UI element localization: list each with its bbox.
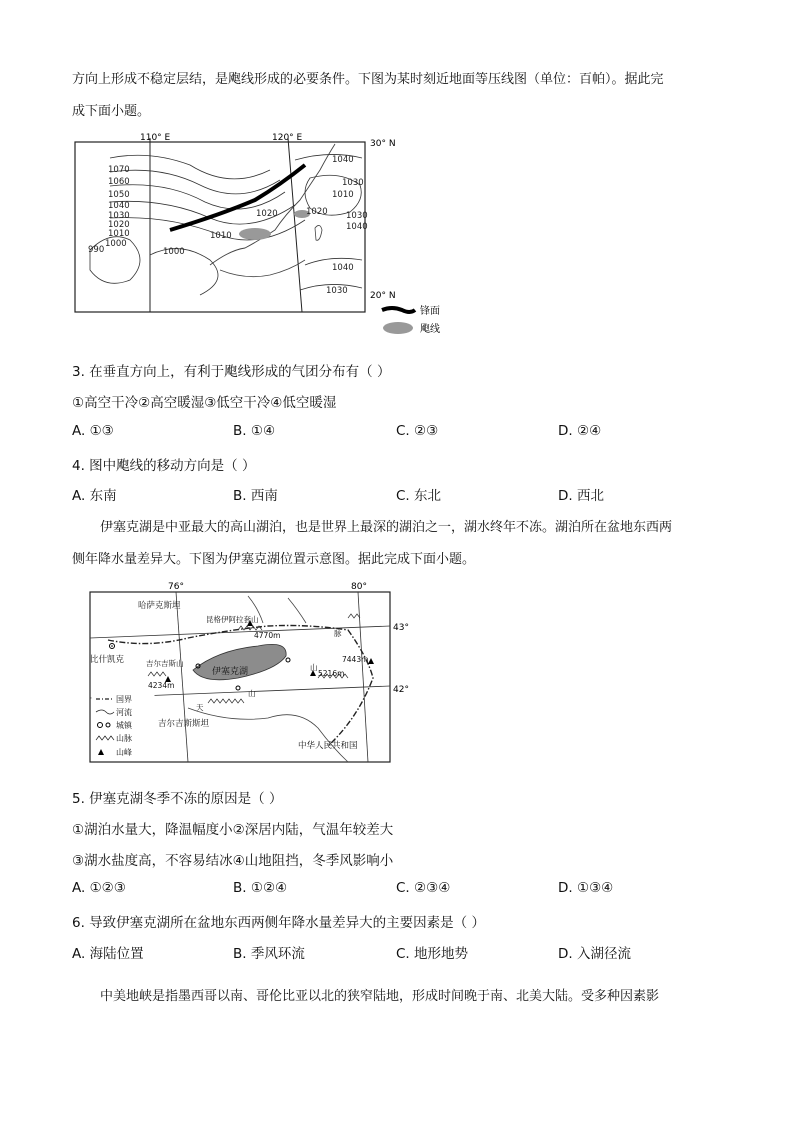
label-tianshan-1: 天 xyxy=(196,703,204,712)
q5-option-c[interactable]: C. ②③④ xyxy=(396,880,451,896)
isobar-label: 1040 xyxy=(332,263,354,273)
q5-items-1: ①湖泊水量大，降温幅度小②深居内陆，气温年较差大 xyxy=(72,822,394,838)
peak-icon xyxy=(368,658,374,664)
intro1-line1: 方向上形成不稳定层结，是飑线形成的必要条件。下图为某时刻近地面等压线图（单位：百帕）。据此完 xyxy=(72,72,664,87)
q3-option-d[interactable]: D. ②④ xyxy=(558,423,602,439)
q4-option-b[interactable]: B. 西南 xyxy=(233,488,278,504)
squall-line-west xyxy=(239,228,271,240)
label-kyrgyz-peak: 4234m xyxy=(148,681,175,690)
lat-label-30: 30° N xyxy=(370,139,396,149)
label-kungei: 昆格伊阿拉套山 xyxy=(206,615,259,624)
isobar-label: 990 xyxy=(88,245,105,255)
lon-label-80: 80° xyxy=(351,582,367,592)
legend-mountain: 山脉 xyxy=(116,734,132,743)
q5-option-a[interactable]: A. ①②③ xyxy=(72,880,126,896)
q5-option-b[interactable]: B. ①②④ xyxy=(233,880,288,896)
q6-option-c[interactable]: C. 地形地势 xyxy=(396,946,469,962)
isobar-label: 1010 xyxy=(108,229,130,239)
isobar-label: 1010 xyxy=(332,190,354,200)
label-peak-5216: 5216m xyxy=(318,669,345,678)
q5-option-d[interactable]: D. ①③④ xyxy=(558,880,614,896)
q3-option-c[interactable]: C. ②③ xyxy=(396,423,439,439)
q3-stem: 3. 在垂直方向上，有利于飑线形成的气团分布有（ ） xyxy=(72,364,391,380)
label-tianshan-3: 山 xyxy=(310,663,318,672)
isobar-label: 1010 xyxy=(210,231,232,241)
q6-stem: 6. 导致伊塞克湖所在盆地东西两侧年降水量差异大的主要因素是（ ） xyxy=(72,915,485,931)
isobar-label: 1020 xyxy=(108,220,130,230)
legend-border: 国界 xyxy=(116,695,132,704)
isobar-label: 1000 xyxy=(163,247,185,257)
lon-label-76: 76° xyxy=(168,582,184,592)
intro3-line1: 中美地峡是指墨西哥以南、哥伦比亚以北的狭窄陆地，形成时间晚于南、北美大陆。受多种因素影 xyxy=(100,989,660,1004)
q3-option-a[interactable]: A. ①③ xyxy=(72,423,114,439)
q5-stem: 5. 伊塞克湖冬季不冻的原因是（ ） xyxy=(72,791,283,807)
isobar-label: 1030 xyxy=(108,211,130,221)
legend-squall-label: 飑线 xyxy=(420,324,440,335)
isobar-label: 1040 xyxy=(332,155,354,165)
label-china: 中华人民共和国 xyxy=(298,741,358,751)
squall-legend-icon xyxy=(383,322,413,334)
q3-option-b[interactable]: B. ①④ xyxy=(233,423,276,439)
lon-label-110: 110° E xyxy=(140,133,171,143)
label-bishkek: 比什凯克 xyxy=(90,655,125,665)
label-tianshan-2: 山 xyxy=(248,689,256,698)
label-tianshan-4: 脉 xyxy=(334,629,342,638)
legend-river: 河流 xyxy=(116,708,132,717)
isobar-label: 1030 xyxy=(346,211,368,221)
isobar-map xyxy=(70,130,450,340)
label-kungei-peak: 4770m xyxy=(254,631,281,640)
isobar-label: 1020 xyxy=(256,209,278,219)
label-kyrgyzstan: 吉尔吉斯斯坦 xyxy=(158,719,210,729)
intro2-line2: 侧年降水量差异大。下图为伊塞克湖位置示意图。据此完成下面小题。 xyxy=(72,552,476,567)
label-kyrgyz-range: 吉尔吉斯山 xyxy=(146,659,184,668)
intro1-line2: 成下面小题。 xyxy=(72,104,151,119)
intro2-line1: 伊塞克湖是中亚最大的高山湖泊，也是世界上最深的湖泊之一，湖水终年不冻。湖泊所在盆地东西两 xyxy=(100,520,673,535)
isobar-label: 1050 xyxy=(108,190,130,200)
legend-front-label: 锋面 xyxy=(420,306,440,317)
isobar-label: 1000 xyxy=(105,239,127,249)
q4-stem: 4. 图中飑线的移动方向是（ ） xyxy=(72,458,256,474)
label-kazakhstan: 哈萨克斯坦 xyxy=(138,601,181,611)
lat-label-20: 20° N xyxy=(370,291,396,301)
label-peak-7443: 7443m xyxy=(342,655,369,664)
q3-items: ①高空干冷②高空暖湿③低空干冷④低空暖湿 xyxy=(72,395,337,411)
issyk-kul-map xyxy=(88,578,418,766)
q4-option-d[interactable]: D. 西北 xyxy=(558,488,604,504)
q5-items-2: ③湖水盐度高，不容易结冰④山地阻挡，冬季风影响小 xyxy=(72,853,394,869)
q6-option-b[interactable]: B. 季风环流 xyxy=(233,946,305,962)
lat-label-42: 42° xyxy=(393,685,409,695)
front-legend-icon xyxy=(382,308,415,312)
q6-option-a[interactable]: A. 海陆位置 xyxy=(72,946,144,962)
isobar-label: 1030 xyxy=(326,286,348,296)
isobar-label: 1030 xyxy=(342,178,364,188)
isobar-label: 1040 xyxy=(108,201,130,211)
isobar-label: 1070 xyxy=(108,165,130,175)
lat-label-43: 43° xyxy=(393,623,409,633)
q6-option-d[interactable]: D. 入湖径流 xyxy=(558,946,631,962)
legend-peak: 山峰 xyxy=(116,748,132,757)
isobar-label: 1020 xyxy=(306,207,328,217)
label-lake: 伊塞克湖 xyxy=(212,667,249,677)
q4-option-c[interactable]: C. 东北 xyxy=(396,488,442,504)
q4-option-a[interactable]: A. 东南 xyxy=(72,488,117,504)
isobar-label: 1060 xyxy=(108,177,130,187)
legend-town: 城镇 xyxy=(116,721,132,730)
isobar-label: 1040 xyxy=(346,222,368,232)
lon-label-120: 120° E xyxy=(272,133,303,143)
